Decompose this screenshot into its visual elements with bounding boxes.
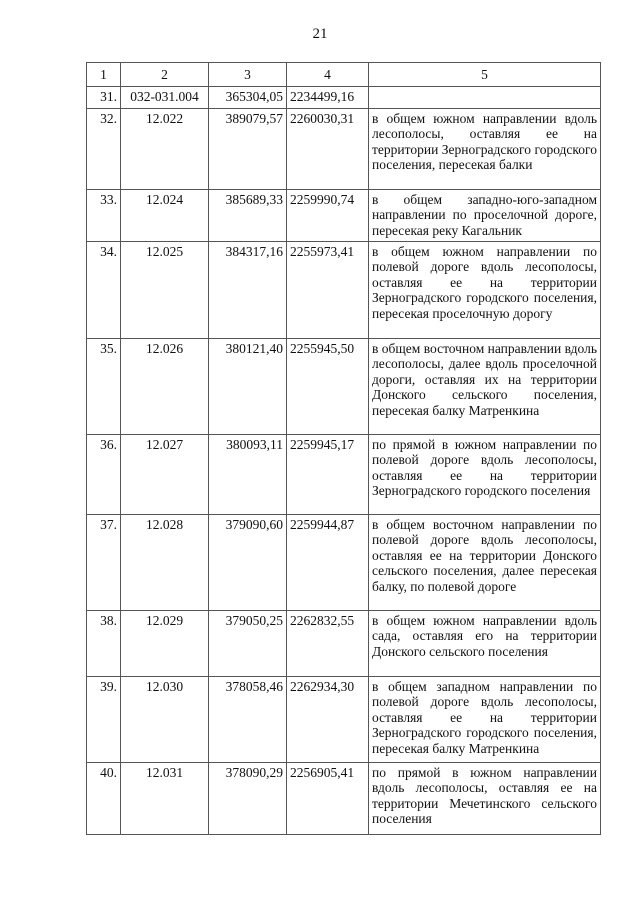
coordinate-x: 384317,16 — [209, 241, 287, 338]
coordinate-x: 378058,46 — [209, 676, 287, 762]
page-number: 21 — [312, 26, 328, 42]
coordinate-y: 2262934,30 — [287, 676, 369, 762]
route-description: в общем восточном направлении вдоль лесополосы, далее вдоль проселочной дороги, оставляя их на территории Донского сельского поселения, пересекая балку Матренкина — [369, 338, 601, 434]
point-code: 12.026 — [121, 338, 209, 434]
table-row — [87, 610, 601, 676]
route-description: в общем восточном направлении по полевой дороге вдоль лесополосы, оставляя ее на территории Донского сельского поселения, далее пересекая балку, по полевой дороге — [369, 514, 601, 610]
table-row — [87, 434, 601, 514]
table-row — [87, 762, 601, 834]
row-number: 39. — [87, 676, 121, 762]
row-number: 31. — [87, 86, 121, 108]
coordinate-y: 2260030,31 — [287, 108, 369, 189]
table-header — [87, 63, 601, 87]
header-col-5: 5 — [369, 63, 601, 87]
header-col-4: 4 — [287, 63, 369, 87]
route-description: в общем южном направлении по полевой дороге вдоль лесополосы, оставляя ее на территории Зерноградского городского поселения, пересекая проселочную дорогу — [369, 241, 601, 338]
point-code: 12.024 — [121, 189, 209, 241]
route-description: по прямой в южном направлении по полевой дороге вдоль лесополосы, оставляя ее на территории Зерноградского городского поселения — [369, 434, 601, 514]
coordinate-x: 380093,11 — [209, 434, 287, 514]
header-row — [87, 63, 601, 87]
coordinate-x: 385689,33 — [209, 189, 287, 241]
header-col-3: 3 — [209, 63, 287, 87]
table-row — [87, 189, 601, 241]
point-code: 12.022 — [121, 108, 209, 189]
table-row — [87, 514, 601, 610]
row-number: 34. — [87, 241, 121, 338]
coordinate-y: 2234499,16 — [287, 86, 369, 108]
coordinate-y: 2255945,50 — [287, 338, 369, 434]
row-number: 33. — [87, 189, 121, 241]
point-code: 12.031 — [121, 762, 209, 834]
coordinate-y: 2262832,55 — [287, 610, 369, 676]
coordinate-y: 2256905,41 — [287, 762, 369, 834]
boundary-points-table — [86, 62, 601, 835]
route-description: в общем южном направлении вдоль лесополосы, оставляя ее на территории Зерноградского городского поселения, пересекая балки — [369, 108, 601, 189]
table-row — [87, 338, 601, 434]
route-description: в общем западно-юго-западном направлении по проселочной дороге, пересекая реку Кагальник — [369, 189, 601, 241]
coordinate-x: 389079,57 — [209, 108, 287, 189]
point-code: 12.029 — [121, 610, 209, 676]
table-body — [87, 86, 601, 834]
point-code: 032-031.004 — [121, 86, 209, 108]
route-description — [369, 86, 601, 108]
route-description: по прямой в южном направлении вдоль лесополосы, оставляя ее на территории Мечетинского сельского поселения — [369, 762, 601, 834]
point-code: 12.030 — [121, 676, 209, 762]
row-number: 40. — [87, 762, 121, 834]
coordinate-y: 2259990,74 — [287, 189, 369, 241]
coordinate-y: 2255973,41 — [287, 241, 369, 338]
coordinate-x: 379050,25 — [209, 610, 287, 676]
point-code: 12.025 — [121, 241, 209, 338]
route-description: в общем южном направлении вдоль сада, оставляя его на территории Донского сельского поселения — [369, 610, 601, 676]
row-number: 36. — [87, 434, 121, 514]
table-row — [87, 108, 601, 189]
coordinate-x: 379090,60 — [209, 514, 287, 610]
coordinate-x: 380121,40 — [209, 338, 287, 434]
table-row — [87, 241, 601, 338]
row-number: 35. — [87, 338, 121, 434]
table-row — [87, 676, 601, 762]
coordinate-x: 365304,05 — [209, 86, 287, 108]
coordinate-x: 378090,29 — [209, 762, 287, 834]
coordinate-y: 2259944,87 — [287, 514, 369, 610]
row-number: 38. — [87, 610, 121, 676]
table-row — [87, 86, 601, 108]
coordinate-y: 2259945,17 — [287, 434, 369, 514]
point-code: 12.027 — [121, 434, 209, 514]
header-col-1: 1 — [87, 63, 121, 87]
row-number: 32. — [87, 108, 121, 189]
route-description: в общем западном направлении по полевой дороге вдоль лесополосы, оставляя ее на территории Зерноградского городского поселения, пересекая балку Матренкина — [369, 676, 601, 762]
row-number: 37. — [87, 514, 121, 610]
point-code: 12.028 — [121, 514, 209, 610]
header-col-2: 2 — [121, 63, 209, 87]
